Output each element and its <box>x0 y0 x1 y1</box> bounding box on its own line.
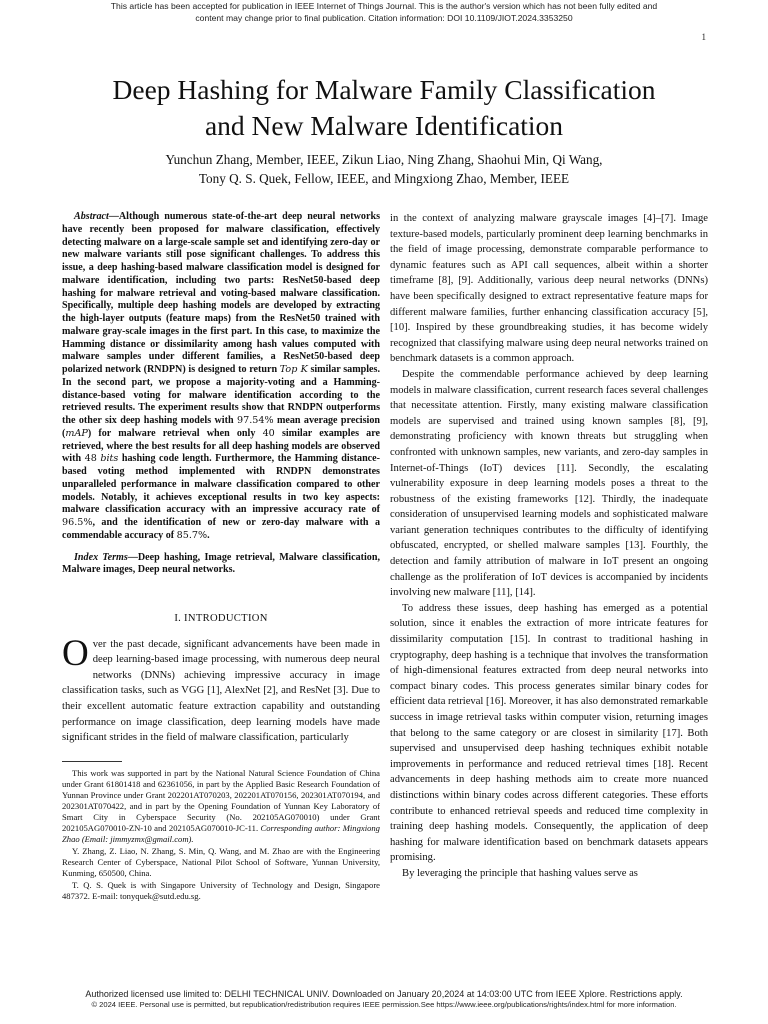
page-number: 1 <box>701 32 706 42</box>
math-map-value: 97.54% <box>236 415 274 426</box>
math-85-7: 85.7% <box>176 529 208 541</box>
math-48: 48 <box>84 453 97 465</box>
paper-title-line-1: Deep Hashing for Malware Family Classification <box>112 74 656 105</box>
math-map: mAP <box>65 427 88 439</box>
abstract-text: , and the identification of new or zero-day malware with a commendable accuracy of <box>62 517 380 541</box>
abstract-text: ) for malware retrieval when only <box>87 427 263 439</box>
index-terms-label: Index Terms <box>74 551 128 563</box>
right-column <box>390 211 708 882</box>
footnote-funding-text: This work was supported in part by the National Natural Science Foundation of China under Grant 61801418 and 62361056, in part by the Applied Basic Research Foundation of Yunnan Province under Grant 202201AT070203, 202201AT070156, 202301AT070194, and 202301AT070422, and in part by the Opening Foundation of Yunnan Key Laboratory of Smart City in Cyberspace Security (No. 202105AG070010) under Grant 202105AG070010-ZN-10 and 202105AG070010-JC-11. <box>62 767 380 833</box>
author-list-line-2: Tony Q. S. Quek, Fellow, IEEE, and Mingxiong Zhao, Member, IEEE <box>198 171 570 186</box>
body-paragraph: in the context of analyzing malware grayscale images [4]–[7]. Image texture-based models, particularly prominent deep learning benchmarks in the field of image processing, demonstrate comparable performance to dynamic features such as API call sequences, albeit within a shorter timeframe [8], [9]. Additionally, various deep neural networks (DNNs) have been specifically designed to extract representative feature maps for different malware families, further enhancing classification accuracy [5], [10]. Inspired by these groundbreaking studies, it has become widely recognized that classifying malware using deep neural networks trained on benchmark datasets is a common approach. <box>390 213 708 365</box>
index-terms <box>62 552 380 578</box>
footnote-corresponding-author: Corresponding author: Mingxiong Zhao (Email: jimmyzmx@gmail.com). <box>62 822 380 844</box>
footnote-affiliation-2: T. Q. S. Quek is with Singapore University of Technology and Design, Singapore 487372. E-mail: tonyquek@sutd.edu.sg. <box>62 879 380 901</box>
footnote-divider <box>62 761 122 762</box>
footnote-affiliation-1: Y. Zhang, Z. Liao, N. Zhang, S. Min, Q. Wang, and M. Zhao are with the Engineering Research Center of Cyberspace, National Pilot School of Software, Yunnan University, Kunming, 650500, China. <box>62 845 380 878</box>
drop-cap: O <box>62 632 89 674</box>
math-40: 40 <box>262 427 275 439</box>
publication-notice-line-2: content may change prior to final publication. Citation information: DOI 10.1109/JIOT.2024.3353250 <box>195 13 573 23</box>
section-heading-introduction: I. INTRODUCTION <box>174 613 268 624</box>
index-terms-text: —Deep hashing, Image retrieval, Malware classification, Malware images, Deep neural networks. <box>62 551 380 576</box>
math-96-5: 96.5% <box>62 517 93 528</box>
left-column <box>62 211 380 903</box>
copyright-footer: © 2024 IEEE. Personal use is permitted, but republication/redistribution requires IEEE permission.See https://www.ieee.org/publications/rights/index.html for more information. <box>91 1000 677 1009</box>
abstract-text: mean average precision ( <box>62 415 380 439</box>
body-paragraph: By leveraging the principle that hashing values serve as <box>402 867 638 879</box>
publication-notice <box>0 0 768 24</box>
paper-title-line-2: and New Malware Identification <box>204 110 564 141</box>
abstract-text: similar examples are retrieved, where the best results for all deep hashing models are observed with <box>62 427 380 465</box>
body-paragraph: Despite the commendable performance achieved by deep learning models in malware classification, current research faces several challenges that necessitate attention. Firstly, many existing malware classification models are supervised and trained using known samples [8], [9], demonstrating proficiency with known threats but struggling when confronted with unknown samples, new variants, and zero-day samples in Internet-of-Things (IoT) devices [11]. Secondly, the escalating vulnerability exposure in deep learning models poses a threat to the robustness of the existing frameworks [12]. Thirdly, the inadequate consideration of unsupervised learning models and sophisticated malware variant generation techniques contributes to the difficulty of identifying obfuscated, encrypted, or shelled malware samples [13]. Fourthly, the detection and family attribution of malware in IoT present an ongoing challenge as the proliferation of IoT devices is accompanied by incidents involving new malware [11], [14]. <box>390 368 708 599</box>
math-topk: Top K <box>279 364 308 375</box>
abstract-label: Abstract <box>74 211 109 222</box>
intro-paragraph <box>62 632 380 746</box>
intro-text: ver the past decade, significant advancements have been made in deep learning-based image processing, with numerous deep neural networks (DNNs) achieving impressive accuracy in image classification tasks, such as VGG [1], AlexNet [2], and ResNet [3]. Due to their excellent automatic feature extraction capability and outstanding performance on image classification, deep learning models have made significant strides in the field of malware classification, particularly <box>62 638 380 744</box>
license-footer: Authorized licensed use limited to: DELHI TECHNICAL UNIV. Downloaded on January 20,2024 at 14:03:00 UTC from IEEE Xplore. Restrictions apply. <box>85 989 683 999</box>
publication-notice-line-1: This article has been accepted for publication in IEEE Internet of Things Journal. This is the author's version which has not been fully edited and <box>110 1 658 11</box>
body-paragraph: To address these issues, deep hashing has emerged as a potential solution, since it enables the extraction of more intricate features for dissimilarity computation [15]. In contrast to traditional hashing in cryptography, deep hashing is a technique that involves the transformation of high-dimensional features extracted from deep neural networks into compact binary codes. This process generates similar binary codes for efficient data retrieval [16]. Moreover, it has also demonstrated remarkable success in image retrieval tasks within computer vision, returning images that belong to the same category or are closest in similarity [17]. Both supervised and unsupervised deep hashing techniques exhibit notable improvements in performance and reduced retrieval times [18]. Recent advancements in deep hashing methods aim to create more nuanced distinctions within binary codes across different categories. These efforts contribute to enhanced retrieval speeds and reduced time complexity in training deep hashing models. Consequently, the application of deep hashing for malware identification based on benchmark datasets appears promising. <box>390 602 708 864</box>
math-bits: bits <box>100 453 119 465</box>
abstract-text: . <box>207 529 210 541</box>
footnote-funding <box>62 768 380 845</box>
author-list <box>60 150 708 188</box>
author-list-line-1: Yunchun Zhang, Member, IEEE, Zikun Liao, Ning Zhang, Shaohui Min, Qi Wang, <box>165 152 603 167</box>
abstract-text: hashing code length. Furthermore, the Hamming distance-based voting method implemented with RNDPN demonstrates unparalleled performance in malware classification compared to other models. Notably, it achieves exceptional results in two key aspects: malware classification accuracy with an impressive accuracy rate of <box>62 453 381 516</box>
abstract <box>62 211 380 543</box>
abstract-text: —Although numerous state-of-the-art deep neural networks have recently been proposed for malware classification, effectively detecting malware on a large-scale sample set and identifying zero-day or new malware variants still pose significant challenges. To address this issue, a deep hashing-based malware classification model is designed for malware identification, including two parts: ResNet50-based deep hashing for malware retrieval and voting-based malware classification. Specifically, multiple deep hashing models are developed by extracting the high-layer outputs (feature maps) from the ResNet50 trained with malware gray-scale images in the first part. In this case, to maximize the Hamming distance or dissimilarity among hash values computed with malware samples under different families, a ResNet50-based deep polarized network (RNDPN) is designed to return <box>62 211 380 375</box>
paper-title <box>40 72 728 144</box>
abstract-text: similar samples. In the second part, we propose a majority-voting and a Hamming-distance-based voting for malware identification according to the retrieved results. The experiment results show that RNDPN outperforms the other six deep hashing models with <box>62 364 380 426</box>
